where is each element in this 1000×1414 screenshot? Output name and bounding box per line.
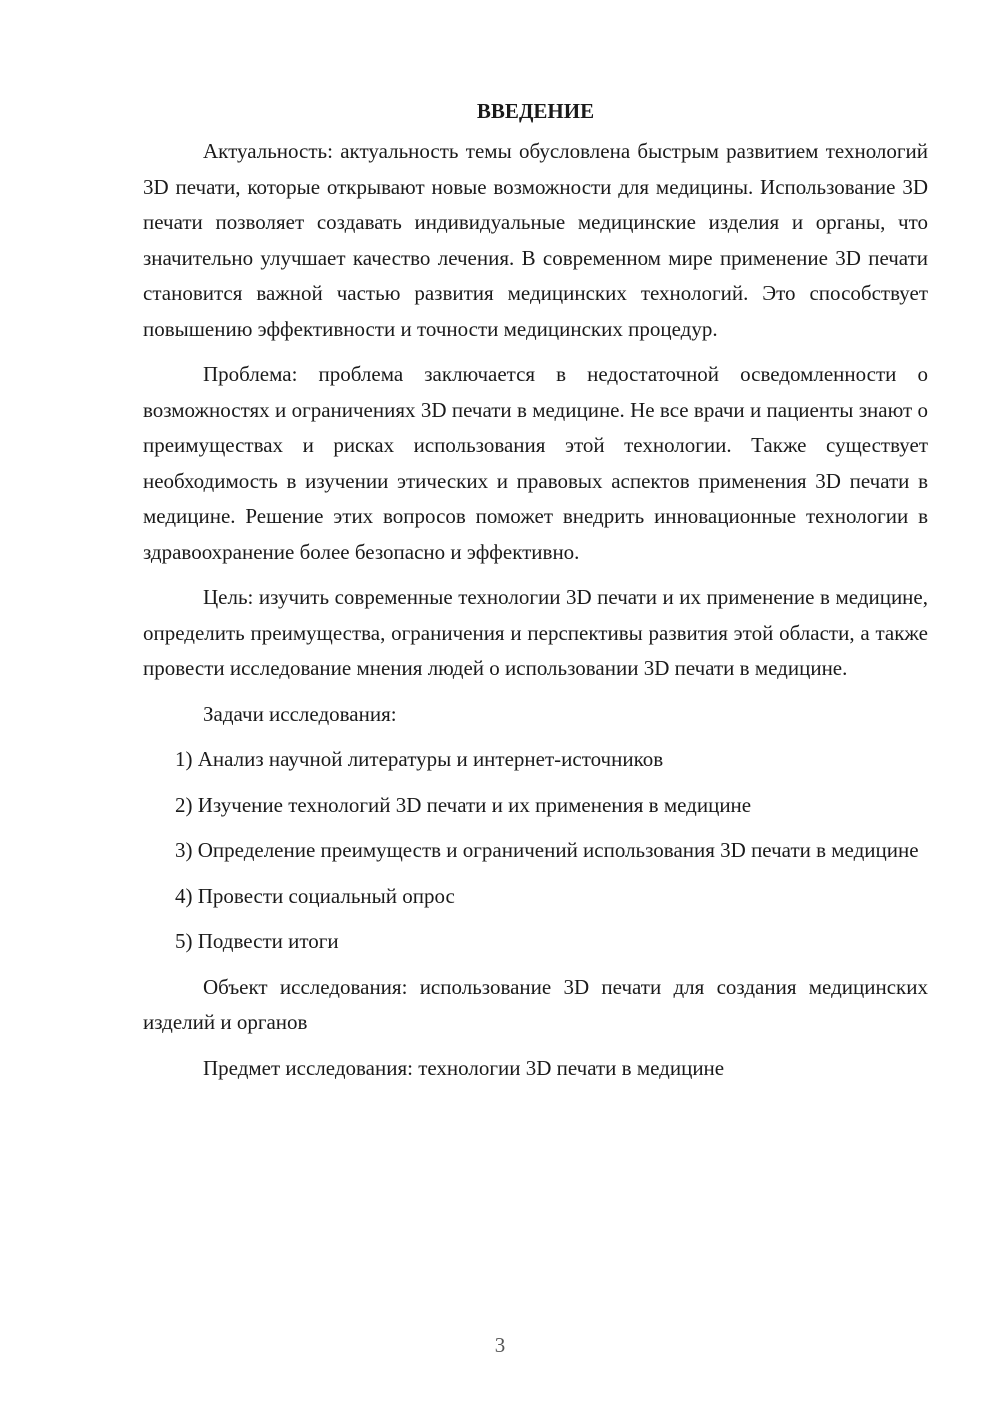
section-title: ВВЕДЕНИЕ (476, 99, 595, 123)
page-content (143, 96, 928, 1096)
task-item-4: 4) Провести социальный опрос (175, 883, 455, 908)
task-item-5: 5) Подвести итоги (175, 929, 339, 953)
task-item-1: 1) Анализ научной литературы и интернет-источников (175, 747, 664, 771)
problem-paragraph: Проблема: проблема заключается в недостаточной осведомленности о возможностях и ограничениях 3D печати в медицине. Не все врачи и пациенты знают о преимуществах и рисках использования этой технологии. Также существует необходимость в изучении этических и правовых аспектов применения 3D печати в медицине. Решение этих вопросов поможет внедрить инновационные технологии в здравоохранение более безопасно и эффективно. (143, 362, 928, 564)
relevance-paragraph: Актуальность: актуальность темы обусловлена быстрым развитием технологий 3D печати, которые открывают новые возможности для медицины. Использование 3D печати позволяет создавать индивидуальные медицинские изделия и органы, что значительно улучшает качество лечения. В современном мире применение 3D печати становится важной частью развития медицинских технологий. Это способствует повышению эффективности и точности медицинских процедур. (143, 139, 928, 341)
subject-paragraph: Предмет исследования: технологии 3D печати в медицине (203, 1055, 725, 1080)
tasks-heading: Задачи исследования: (203, 701, 397, 726)
goal-paragraph: Цель: изучить современные технологии 3D печати и их применение в медицине, определить преимущества, ограничения и перспективы развития этой области, а также провести исследование мнения людей о использовании 3D печати в медицине. (143, 585, 928, 680)
task-item-2: 2) Изучение технологий 3D печати и их применения в медицине (175, 792, 752, 817)
page-number: 3 (494, 1333, 506, 1357)
task-item-3: 3) Определение преимуществ и ограничений использования 3D печати в медицине (175, 838, 919, 862)
object-paragraph: Объект исследования: использование 3D печати для создания медицинских изделий и органов (143, 974, 928, 1034)
